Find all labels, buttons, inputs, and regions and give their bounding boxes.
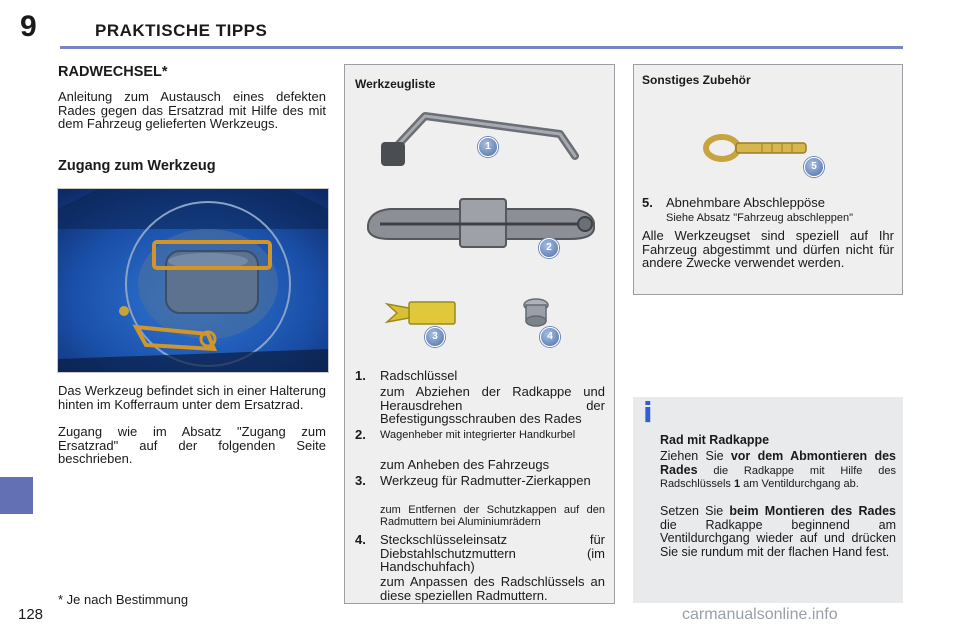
tool-badge-2: 2: [539, 238, 559, 258]
info-text: die Radkappe mit Hilfe des Radschlüssels: [660, 464, 896, 490]
header-divider: [60, 46, 903, 49]
accessory-item-ref: Siehe Absatz "Fahrzeug abschleppen": [666, 212, 853, 224]
location-text: Das Werkzeug befindet sich in einer Halterung hinten im Kofferraum unter dem Ersatzrad.: [58, 383, 326, 412]
intro-text: Anleitung zum Austausch eines defekten Rades gegen das Ersatzrad mit Hilfe des mit dem Fahrzeug gelieferten Werkzeugs.: [58, 89, 326, 131]
info-panel: [633, 397, 903, 603]
tool-list-title: Werkzeugliste: [355, 77, 436, 91]
accessory-badge-5: 5: [804, 157, 824, 177]
chapter-number: 9: [20, 10, 37, 43]
towing-eye-image: [702, 128, 812, 168]
tool-item-label: Wagenheber mit integrierter Handkurbel: [380, 429, 576, 441]
tool-item-number: 4.: [355, 532, 366, 547]
info-emphasis: vor dem Abmontieren des Rades: [660, 449, 896, 477]
info-icon: i: [643, 396, 653, 429]
section-title: RADWECHSEL*: [58, 64, 168, 80]
info-para-1: [660, 450, 896, 491]
info-emphasis: beim Montieren des Rades: [729, 504, 896, 518]
socket-insert-image: [518, 295, 554, 331]
info-emphasis: 1: [733, 478, 741, 490]
accessory-title: Sonstiges Zubehör: [642, 73, 751, 87]
tool-item-label: Werkzeug für Radmutter-Zierkappen: [380, 473, 591, 488]
hubcap-tool-image: [383, 298, 457, 328]
watermark: carmanualsonline.info: [682, 606, 838, 623]
accessory-note: Alle Werkzeugset sind speziell auf Ihr Fahrzeug abgestimmt und dürfen nicht für andere Zwecke verwendet werden.: [642, 228, 894, 270]
info-text: die Radkappe beginnend am Ventildurchgang wieder auf und drücken Sie sie rundum mit der flachen Hand fest.: [660, 517, 896, 559]
info-title: Rad mit Radkappe: [660, 433, 770, 447]
tool-item-desc: zum Anpassen des Radschlüssels an diese speziellen Radmuttern.: [380, 574, 605, 603]
tool-badge-1: 1: [478, 137, 498, 157]
info-text: Ziehen Sie: [660, 449, 731, 463]
footnote: * Je nach Bestimmung: [58, 592, 189, 607]
tool-badge-3: 3: [425, 327, 445, 347]
tool-badge-4: 4: [540, 327, 560, 347]
info-text: am Ventildurchgang ab.: [740, 478, 859, 490]
tool-item-label: Radschlüssel: [380, 368, 458, 383]
accessory-item-number: 5.: [642, 195, 653, 210]
chapter-title: PRAKTISCHE TIPPS: [95, 21, 268, 40]
tool-item-number: 1.: [355, 368, 366, 383]
trunk-tool-illustration: [58, 189, 328, 372]
tool-item-number: 2.: [355, 427, 366, 442]
subsection-title: Zugang zum Werkzeug: [58, 158, 216, 174]
tool-item-number: 3.: [355, 473, 366, 488]
info-text: Setzen Sie: [660, 504, 730, 518]
tool-item-label: Steckschlüsseleinsatz für Diebstahlschutzmuttern (im Handschuhfach): [380, 532, 605, 574]
chapter-side-tab: [0, 477, 33, 514]
tool-item-desc: zum Entfernen der Schutzkappen auf den Radmuttern bei Aluminiumrädern: [380, 504, 605, 528]
tool-item-desc: zum Anheben des Fahrzeugs: [380, 457, 550, 472]
page-number: 128: [18, 606, 44, 623]
trunk-tool-image: [57, 188, 329, 373]
info-para-2: [660, 505, 896, 559]
accessory-item-label: Abnehmbare Abschleppöse: [666, 195, 826, 210]
jack-image: [360, 195, 600, 255]
access-text: Zugang wie im Absatz "Zugang zum Ersatzrad" auf der folgenden Seite beschrieben.: [58, 424, 326, 466]
tool-item-desc: zum Abziehen der Radkappe und Herausdrehen der Befestigungsschrauben des Rades: [380, 384, 605, 426]
